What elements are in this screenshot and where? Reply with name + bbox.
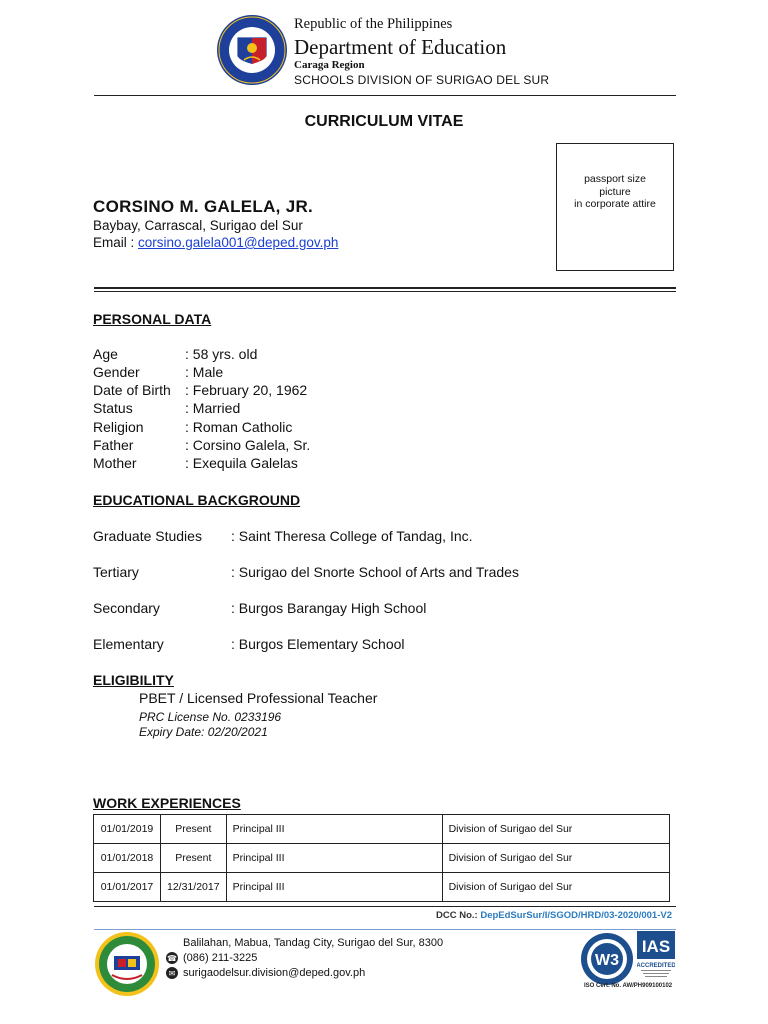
field-label: Father [93, 437, 134, 453]
field-value: : Burgos Elementary School [231, 636, 405, 652]
work-from: 01/01/2017 [94, 873, 161, 902]
work-from: 01/01/2018 [94, 844, 161, 873]
photo-placeholder-line1: passport size [584, 173, 646, 186]
table-row [94, 873, 670, 902]
field-value: : Married [185, 400, 241, 416]
footer-divider [94, 906, 676, 907]
field-label: Religion [93, 419, 144, 435]
profile-divider [94, 287, 676, 292]
work-heading: WORK EXPERIENCES [93, 795, 241, 811]
work-position: Principal III [226, 873, 442, 902]
work-office: Division of Surigao del Sur [442, 873, 669, 902]
footer-phone-row [166, 952, 257, 964]
dcc-code: DepEdSurSur/I/SGOD/HRD/03-2020/001-V2 [480, 910, 672, 921]
applicant-name: CORSINO M. GALELA, JR. [93, 197, 314, 216]
ias-accredited-logo [637, 931, 675, 981]
field-value: : Corsino Galela, Sr. [185, 437, 311, 453]
footer-divider-2 [94, 929, 676, 930]
field-label: Graduate Studies [93, 528, 202, 544]
work-experience-table [93, 814, 670, 902]
footer-address: Balilahan, Mabua, Tandag City, Surigao del Sur, 8300 [183, 937, 444, 949]
ias-logo-text: IAS [641, 937, 671, 956]
footer-phone: (086) 211-3225 [183, 952, 258, 964]
deped-seal-logo [216, 14, 288, 86]
work-to: Present [161, 815, 227, 844]
phone-icon: ☎ [167, 953, 177, 963]
field-value: : Male [185, 364, 224, 380]
field-label: Tertiary [93, 564, 139, 580]
work-position: Principal III [226, 844, 442, 873]
mail-icon: ✉ [166, 967, 178, 979]
header-republic: Republic of the Philippines [294, 16, 453, 32]
field-value: : Exequila Galelas [185, 455, 298, 471]
wb-logo-text: W3 [595, 952, 619, 969]
personal-data-heading: PERSONAL DATA [93, 311, 212, 327]
work-from: 01/01/2019 [94, 815, 161, 844]
eligibility-expiry: Expiry Date: 02/20/2021 [139, 725, 268, 739]
eligibility-main: PBET / Licensed Professional Teacher [139, 690, 378, 706]
education-heading: EDUCATIONAL BACKGROUND [93, 492, 301, 508]
document-title: CURRICULUM VITAE [304, 113, 464, 130]
applicant-address: Baybay, Carrascal, Surigao del Sur [93, 218, 303, 233]
division-seal-logo [94, 931, 160, 997]
ias-accredited-text: ACCREDITED [637, 963, 675, 969]
email-label: Email : [93, 235, 139, 250]
work-to: Present [161, 844, 227, 873]
applicant-email-row [93, 235, 338, 250]
footer-email[interactable]: surigaodelsur.division@deped.gov.ph [183, 967, 366, 979]
table-row [94, 815, 670, 844]
work-office: Division of Surigao del Sur [442, 815, 669, 844]
field-label: Age [93, 346, 118, 362]
field-value: : Roman Catholic [185, 419, 293, 435]
table-row [94, 844, 670, 873]
photo-placeholder-line3: in corporate attire [574, 198, 656, 211]
work-to: 12/31/2017 [161, 873, 227, 902]
dcc-label: DCC No.: [436, 910, 481, 921]
work-position: Principal III [226, 815, 442, 844]
header-divider [94, 95, 676, 96]
field-label: Status [93, 400, 133, 416]
field-label: Date of Birth [93, 382, 171, 398]
email-link[interactable]: corsino.galela001@deped.gov.ph [138, 235, 339, 250]
field-label: Mother [93, 455, 137, 471]
wb-certification-logo [580, 932, 634, 986]
eligibility-heading: ELIGIBILITY [93, 672, 174, 688]
iso-cert-number: ISO Cert. No. AW/PH909100102 [584, 983, 673, 989]
header-division: SCHOOLS DIVISION OF SURIGAO DEL SUR [294, 73, 550, 87]
header-department: Department of Education [294, 35, 507, 59]
footer-address-row [166, 937, 443, 949]
field-label: Elementary [93, 636, 164, 652]
field-value: : Saint Theresa College of Tandag, Inc. [231, 528, 473, 544]
dcc-number [436, 910, 672, 921]
field-label: Gender [93, 364, 140, 380]
photo-placeholder [556, 143, 674, 271]
footer-email-row [166, 967, 365, 979]
photo-placeholder-line2: picture [599, 185, 631, 198]
eligibility-license: PRC License No. 0233196 [139, 710, 282, 724]
field-value: : Burgos Barangay High School [231, 600, 427, 616]
field-label: Secondary [93, 600, 160, 616]
field-value: : 58 yrs. old [185, 346, 258, 362]
field-value: : Surigao del Snorte School of Arts and Trades [231, 564, 519, 580]
field-value: : February 20, 1962 [185, 382, 308, 398]
work-office: Division of Surigao del Sur [442, 844, 669, 873]
header-region: Caraga Region [294, 59, 365, 71]
